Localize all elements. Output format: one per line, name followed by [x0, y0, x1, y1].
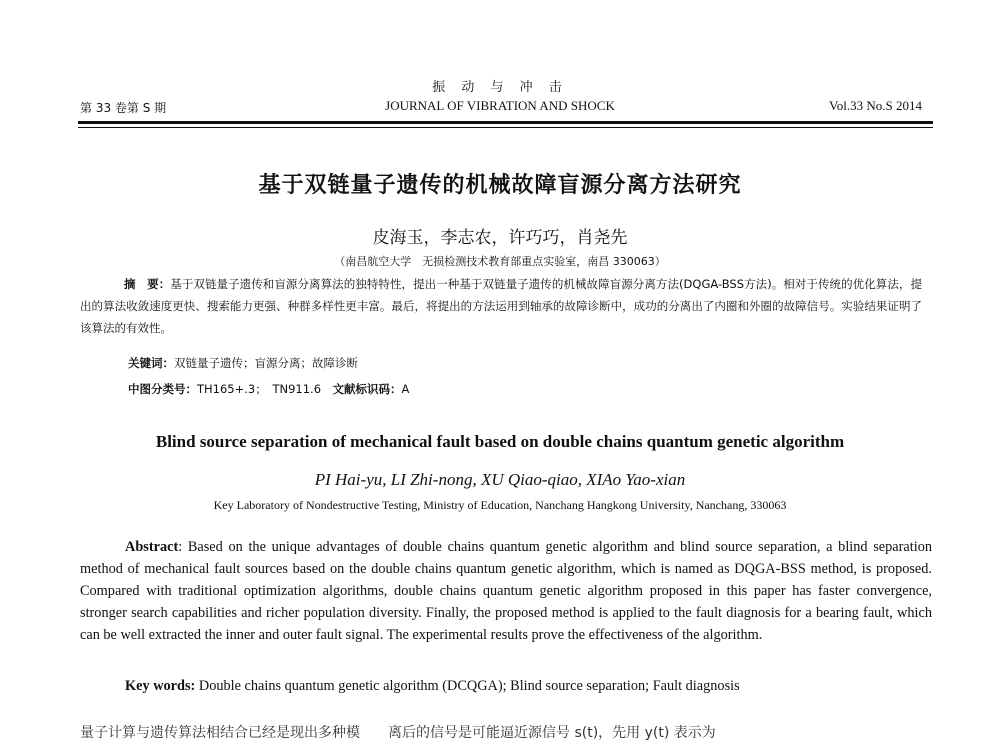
- abstract-label-cn: 摘 要：: [124, 277, 171, 291]
- journal-name-cn: 振 动 与 冲 击: [432, 80, 568, 95]
- abstract-label-en: Abstract: [125, 539, 179, 555]
- doc-value-cn: A: [401, 382, 410, 396]
- classification-cn: [128, 381, 409, 397]
- abstract-cn: [80, 273, 922, 339]
- authors-en: PI Hai-yu, LI Zhi-nong, XU Qiao-qiao, XIAo Yao-xian: [314, 470, 686, 489]
- keywords-text-en: Double chains quantum genetic algorithm (DCQGA); Blind source separation; Fault diagnosis: [198, 678, 740, 694]
- class-value-cn: TH165+.3； TN911.6: [197, 382, 322, 396]
- volume-issue-en: Vol.33 No.S 2014: [829, 98, 922, 113]
- abstract-en: [80, 536, 932, 646]
- abstract-text-en: : Based on the unique advantages of double chains quantum genetic algorithm and blind source separation, a blind separation method of mechanical fault sources based on the double chains quantum genetic algorithm, which is named as DQGA-BSS method, is proposed. Compared with traditional optimization algorithms, double chains quantum genetic algorithm proposed in this paper has faster convergence, stronger search capabilities and richer population diversity. Finally, the proposed method is applied to the fault diagnosis for a bearing fault, which can be well extracted the inner and outer fault signal. The experimental results prove the effectiveness of the algorithm.: [80, 539, 932, 643]
- class-label-cn: 中图分类号：: [128, 382, 197, 396]
- keywords-en: [125, 678, 740, 695]
- affiliation-cn: （南昌航空大学 无损检测技术教育部重点实验室，南昌 330063）: [334, 255, 666, 268]
- keywords-label-cn: 关键词：: [128, 356, 174, 370]
- authors-cn: 皮海玉，李志农，许巧巧，肖尧先: [372, 228, 628, 248]
- doc-label-cn: 文献标识码：: [332, 382, 402, 396]
- keywords-text-cn: 双链量子遗传；盲源分离；故障诊断: [174, 356, 358, 370]
- paper-title-cn: 基于双链量子遗传的机械故障盲源分离方法研究: [258, 173, 742, 198]
- volume-issue-cn: 第 33 卷第 S 期: [80, 101, 167, 115]
- keywords-label-en: Key words:: [125, 678, 196, 694]
- keywords-cn: [128, 355, 358, 371]
- abstract-text-cn: 基于双链量子遗传和盲源分离算法的独特特性，提出一种基于双链量子遗传的机械故障盲源分离方法(DQGA-BSS方法)。相对于传统的优化算法，提出的算法收敛速度更快、搜索能力更强、种群多样性更丰富。最后，将提出的方法运用到轴承的故障诊断中，成功的分离出了内圈和外圈的故障信号。实验结果证明了该算法的有效性。: [80, 277, 922, 335]
- paper-title-en: Blind source separation of mechanical fault based on double chains quantum genetic algorithm: [155, 432, 845, 451]
- header-rule-thick: [78, 121, 933, 124]
- journal-name-en: JOURNAL OF VIBRATION AND SHOCK: [385, 98, 615, 113]
- header-rule-thin: [78, 127, 933, 128]
- affiliation-en: Key Laboratory of Nondestructive Testing, Ministry of Education, Nanchang Hangkong University, Nanchang, 330063: [213, 498, 787, 512]
- body-text-cutoff: 量子计算与遗传算法相结合已经是现出多种模 离后的信号是可能逼近源信号 s(t)，先用 y(t) 表示为: [80, 725, 716, 741]
